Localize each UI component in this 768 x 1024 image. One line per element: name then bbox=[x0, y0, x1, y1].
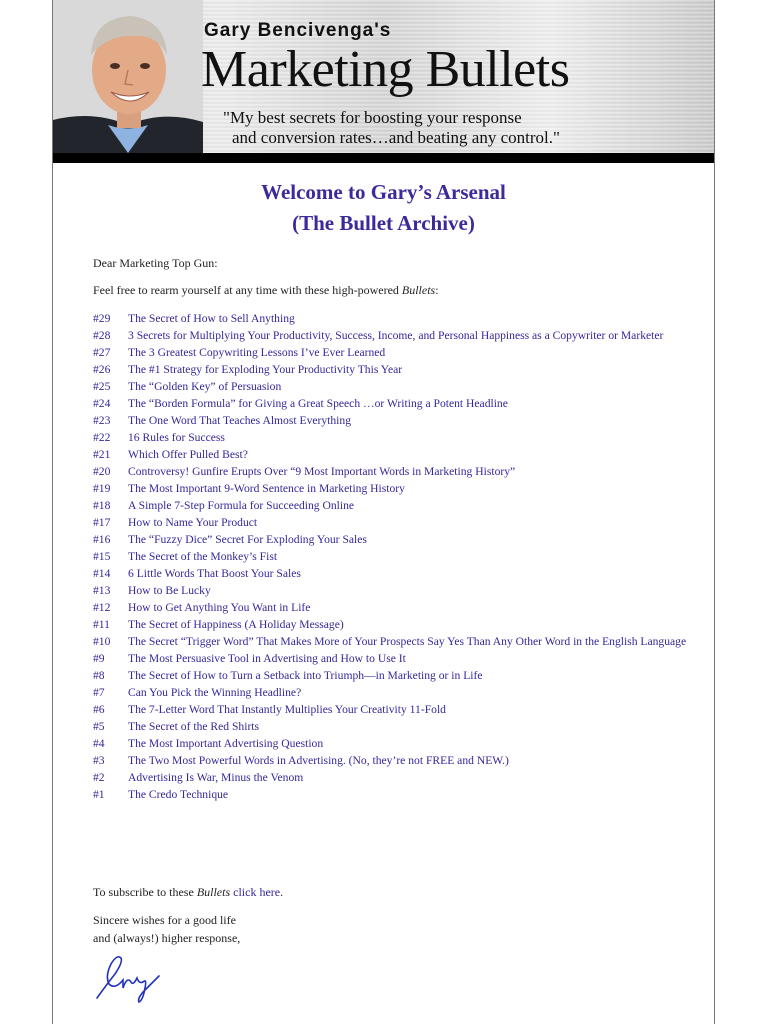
bullet-number: #24 bbox=[93, 397, 111, 410]
closing-line-1: Sincere wishes for a good life bbox=[93, 913, 236, 927]
bullet-number: #9 bbox=[93, 652, 105, 665]
list-item bbox=[93, 735, 693, 752]
bullet-link[interactable]: How to Be Lucky bbox=[128, 584, 211, 597]
bullet-number: #4 bbox=[93, 737, 105, 750]
subscribe-text bbox=[93, 885, 283, 900]
list-item bbox=[93, 463, 693, 480]
list-item bbox=[93, 548, 693, 565]
bullet-number: #28 bbox=[93, 329, 111, 342]
bullet-link[interactable]: The Secret “Trigger Word” That Makes More of Your Prospects Say Yes Than Any Other Word in the English Language bbox=[128, 635, 687, 648]
bullet-number: #29 bbox=[93, 312, 111, 325]
bullet-link[interactable]: The “Fuzzy Dice” Secret For Exploding Your Sales bbox=[128, 533, 367, 546]
bullet-link[interactable]: 16 Rules for Success bbox=[128, 431, 225, 444]
bullet-link[interactable]: 6 Little Words That Boost Your Sales bbox=[128, 567, 301, 580]
bullet-number: #8 bbox=[93, 669, 105, 682]
page-subtitle: (The Bullet Archive) bbox=[292, 211, 475, 235]
bullet-link[interactable]: Controversy! Gunfire Erupts Over “9 Most Important Words in Marketing History” bbox=[128, 465, 516, 478]
bullet-link[interactable]: How to Name Your Product bbox=[128, 516, 258, 529]
page-title: Welcome to Gary’s Arsenal bbox=[261, 180, 506, 204]
bullet-number: #21 bbox=[93, 448, 111, 461]
bullet-link[interactable]: The “Borden Formula” for Giving a Great Speech …or Writing a Potent Headline bbox=[128, 397, 508, 410]
bullet-link[interactable]: The Secret of How to Turn a Setback into Triumph—in Marketing or in Life bbox=[128, 669, 483, 682]
bullet-number: #14 bbox=[93, 567, 111, 580]
bullet-link[interactable]: Which Offer Pulled Best? bbox=[128, 448, 248, 461]
bullet-link[interactable]: The One Word That Teaches Almost Everything bbox=[128, 414, 351, 427]
list-item bbox=[93, 769, 693, 786]
intro-emphasis: Bullets bbox=[401, 283, 436, 297]
bullet-number: #11 bbox=[93, 618, 110, 631]
brand-title: Marketing Bullets bbox=[201, 41, 570, 98]
list-item bbox=[93, 378, 693, 395]
list-item bbox=[93, 786, 693, 803]
bullet-number: #27 bbox=[93, 346, 111, 359]
list-item bbox=[93, 684, 693, 701]
bullet-link[interactable]: The “Golden Key” of Persuasion bbox=[128, 380, 282, 393]
bullet-number: #13 bbox=[93, 584, 111, 597]
list-item bbox=[93, 412, 693, 429]
list-item bbox=[93, 599, 693, 616]
closing-line-2: and (always!) higher response, bbox=[93, 931, 241, 945]
list-item bbox=[93, 429, 693, 446]
bullet-number: #6 bbox=[93, 703, 105, 716]
list-item bbox=[93, 310, 693, 327]
subscribe-before: To subscribe to these bbox=[93, 885, 197, 899]
bullet-link[interactable]: The Secret of Happiness (A Holiday Message) bbox=[128, 618, 344, 631]
list-item bbox=[93, 582, 693, 599]
bullet-number: #1 bbox=[93, 788, 105, 801]
list-item bbox=[93, 446, 693, 463]
author-portrait bbox=[53, 0, 203, 153]
list-item bbox=[93, 361, 693, 378]
bullet-number: #5 bbox=[93, 720, 105, 733]
bullet-link[interactable]: The 3 Greatest Copywriting Lessons I’ve Ever Learned bbox=[128, 346, 386, 359]
list-item bbox=[93, 327, 693, 344]
bullet-link[interactable]: The Secret of the Red Shirts bbox=[128, 720, 260, 733]
bullet-link[interactable]: The Most Persuasive Tool in Advertising and How to Use It bbox=[128, 652, 406, 665]
signature-image bbox=[93, 952, 168, 1004]
bullet-number: #20 bbox=[93, 465, 111, 478]
list-item bbox=[93, 718, 693, 735]
bullet-link[interactable]: The Two Most Powerful Words in Advertising. (No, they’re not FREE and NEW.) bbox=[128, 754, 509, 767]
bullet-number: #26 bbox=[93, 363, 111, 376]
bullet-link[interactable]: Can You Pick the Winning Headline? bbox=[128, 686, 302, 699]
list-item bbox=[93, 667, 693, 684]
bullet-link[interactable]: The #1 Strategy for Exploding Your Productivity This Year bbox=[128, 363, 403, 376]
intro-text bbox=[93, 283, 439, 298]
bullet-link[interactable]: The Most Important Advertising Question bbox=[128, 737, 324, 750]
list-item bbox=[93, 395, 693, 412]
bullet-archive-list bbox=[93, 310, 693, 803]
bullet-link[interactable]: The 7-Letter Word That Instantly Multiplies Your Creativity 11-Fold bbox=[128, 703, 446, 716]
bullet-number: #12 bbox=[93, 601, 111, 614]
list-item bbox=[93, 616, 693, 633]
bullet-number: #3 bbox=[93, 754, 105, 767]
greeting: Dear Marketing Top Gun: bbox=[93, 256, 218, 270]
list-item bbox=[93, 565, 693, 582]
list-item bbox=[93, 633, 693, 650]
list-item bbox=[93, 650, 693, 667]
bullet-link[interactable]: The Secret of How to Sell Anything bbox=[128, 312, 295, 325]
bullet-number: #18 bbox=[93, 499, 111, 512]
list-item bbox=[93, 531, 693, 548]
tagline-line-2: and conversion rates…and beating any control." bbox=[232, 128, 560, 147]
newsletter-page bbox=[52, 0, 715, 1024]
list-item bbox=[93, 701, 693, 718]
byline: Gary Bencivenga's bbox=[204, 20, 392, 41]
bullet-link[interactable]: Advertising Is War, Minus the Venom bbox=[128, 771, 304, 784]
bullet-link[interactable]: A Simple 7-Step Formula for Succeeding Online bbox=[128, 499, 355, 512]
banner-divider bbox=[53, 153, 714, 163]
bullet-link[interactable]: 3 Secrets for Multiplying Your Productivity, Success, Income, and Personal Happiness as a Copywriter or Marketer bbox=[128, 329, 664, 342]
bullet-number: #22 bbox=[93, 431, 111, 444]
list-item bbox=[93, 752, 693, 769]
header-banner bbox=[53, 0, 714, 153]
intro-after: : bbox=[435, 283, 439, 297]
subscribe-after: . bbox=[280, 885, 284, 899]
bullet-number: #17 bbox=[93, 516, 111, 529]
bullet-number: #10 bbox=[93, 635, 111, 648]
bullet-number: #19 bbox=[93, 482, 111, 495]
tagline-line-1: "My best secrets for boosting your response bbox=[223, 108, 522, 127]
bullet-link[interactable]: The Most Important 9-Word Sentence in Marketing History bbox=[128, 482, 405, 495]
list-item bbox=[93, 344, 693, 361]
list-item bbox=[93, 514, 693, 531]
intro-before: Feel free to rearm yourself at any time with these high-powered bbox=[93, 283, 402, 297]
bullet-link[interactable]: The Credo Technique bbox=[128, 788, 229, 801]
bullet-number: #16 bbox=[93, 533, 111, 546]
bullet-number: #7 bbox=[93, 686, 105, 699]
bullet-number: #25 bbox=[93, 380, 111, 393]
subscribe-emphasis: Bullets bbox=[196, 885, 231, 899]
bullet-number: #23 bbox=[93, 414, 111, 427]
list-item bbox=[93, 497, 693, 514]
bullet-number: #2 bbox=[93, 771, 105, 784]
bullet-link[interactable]: How to Get Anything You Want in Life bbox=[128, 601, 311, 614]
tagline bbox=[223, 108, 560, 148]
list-item bbox=[93, 480, 693, 497]
bullet-link[interactable]: The Secret of the Monkey’s Fist bbox=[128, 550, 278, 563]
subscribe-link[interactable]: click here bbox=[233, 885, 281, 899]
bullet-number: #15 bbox=[93, 550, 111, 563]
